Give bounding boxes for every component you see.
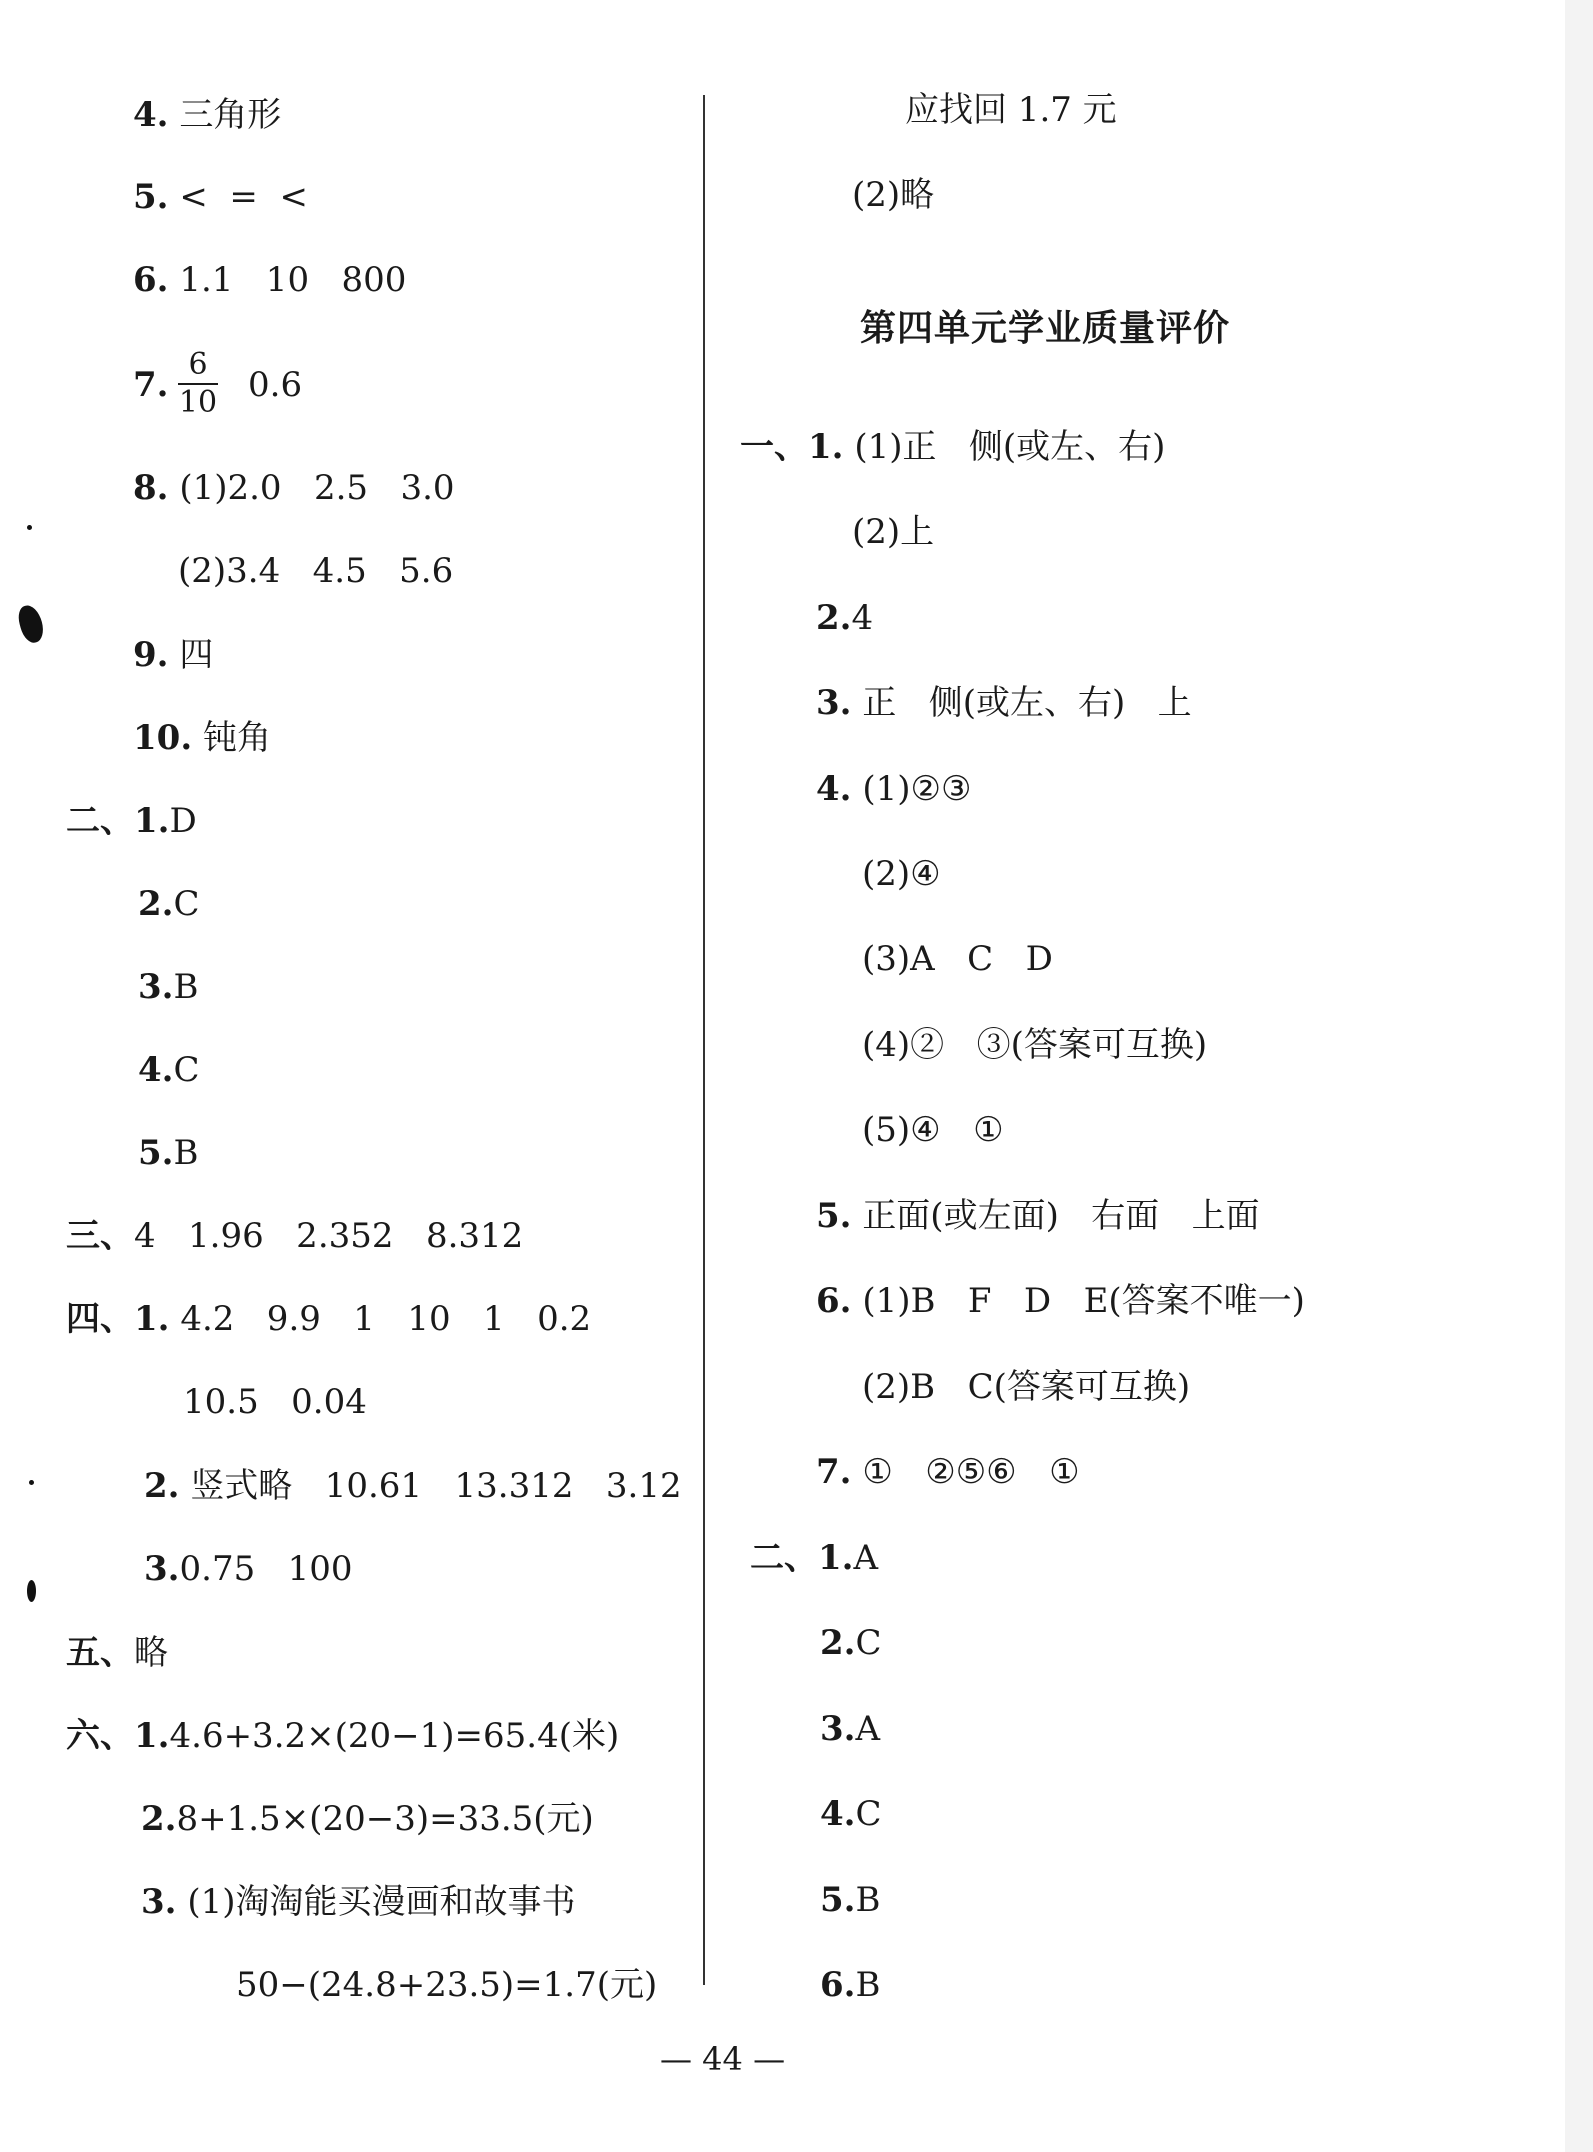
fraction-denominator: 10 bbox=[178, 385, 218, 420]
item-number: 3. bbox=[820, 1709, 856, 1749]
answer-7 bbox=[133, 365, 169, 405]
answer-text: (1)B F D E(答案不唯一) bbox=[862, 1281, 1305, 1321]
section-6-answer-1 bbox=[66, 1716, 619, 1756]
answer-10 bbox=[133, 718, 271, 758]
unit4-answer-4-3: (3)A C D bbox=[862, 939, 1053, 979]
unit4-answer-4-4: (4)② ③(答案可互换) bbox=[862, 1025, 1208, 1065]
answer-4 bbox=[133, 95, 281, 135]
unit4-answer-7 bbox=[816, 1452, 1080, 1492]
answer-text: C bbox=[855, 1794, 882, 1834]
unit4-answer-2 bbox=[816, 598, 873, 638]
item-number: 5. bbox=[138, 1133, 174, 1173]
item-number: 1. bbox=[134, 801, 170, 841]
answer-8-2: (2)3.4 4.5 5.6 bbox=[178, 551, 454, 591]
section-number: 三、 bbox=[66, 1216, 134, 1256]
answer-text: 0.75 100 bbox=[179, 1549, 353, 1589]
answer-text: A bbox=[853, 1538, 879, 1578]
section-2-answer-1 bbox=[66, 801, 197, 841]
item-number: 1. bbox=[808, 427, 844, 467]
unit4-section-1-answer-1-2: (2)上 bbox=[852, 512, 935, 552]
answer-text: (1)2.0 2.5 3.0 bbox=[179, 468, 455, 508]
unit4-answer-6-2: (2)B C(答案可互换) bbox=[862, 1367, 1191, 1407]
item-number: 4. bbox=[138, 1050, 174, 1090]
answer-text: 三角形 bbox=[179, 95, 282, 135]
item-number: 4. bbox=[133, 95, 169, 135]
answer-text: C bbox=[173, 1050, 200, 1090]
answer-text: C bbox=[855, 1623, 882, 1663]
item-number: 2. bbox=[141, 1799, 177, 1839]
section-2-answer-5 bbox=[138, 1133, 199, 1173]
section-4-answer-1-cont: 10.5 0.04 bbox=[183, 1382, 367, 1422]
item-number: 6. bbox=[820, 1965, 856, 2005]
section-2-answer-3 bbox=[138, 967, 199, 1007]
item-number: 5. bbox=[133, 177, 169, 217]
answer-text: 钝角 bbox=[202, 718, 271, 758]
scan-blot bbox=[15, 603, 46, 645]
page-number: — 44 — bbox=[660, 2040, 786, 2078]
section-5-answer bbox=[66, 1633, 168, 1673]
item-number: 5. bbox=[820, 1880, 856, 1920]
section-number: 二、 bbox=[66, 801, 134, 841]
section-2-answer-4 bbox=[138, 1050, 200, 1090]
item-number: 4. bbox=[816, 769, 852, 809]
answer-text: 4.6+3.2×(20−1)=65.4(米) bbox=[169, 1716, 620, 1756]
unit4-answer-4 bbox=[816, 769, 971, 809]
section-heading: 第四单元学业质量评价 bbox=[860, 307, 1231, 349]
unit4-answer-4-5: (5)④ ① bbox=[862, 1110, 1004, 1150]
answer-text: 4 1.96 2.352 8.312 bbox=[134, 1216, 524, 1256]
answer-text: 正 侧(或左、右) 上 bbox=[862, 683, 1192, 723]
scan-blot bbox=[27, 1580, 36, 1602]
top-continuation: 应找回 1.7 元 bbox=[905, 90, 1117, 130]
section-6-answer-3 bbox=[141, 1882, 575, 1922]
answer-text: 正面(或左面) 右面 上面 bbox=[862, 1196, 1260, 1236]
section-6-answer-3-calc: 50−(24.8+23.5)=1.7(元) bbox=[236, 1965, 658, 2005]
item-number: 7. bbox=[133, 365, 169, 405]
answer-text: 四 bbox=[179, 635, 214, 675]
answer-text: < = < bbox=[179, 177, 309, 217]
scan-speck bbox=[27, 525, 32, 530]
item-number: 2. bbox=[816, 598, 852, 638]
item-number: 2. bbox=[144, 1466, 180, 1506]
item-number: 5. bbox=[816, 1196, 852, 1236]
section-number: 五、 bbox=[66, 1633, 134, 1673]
answer-text: A bbox=[855, 1709, 881, 1749]
unit4-section-2-answer-3 bbox=[820, 1709, 880, 1749]
section-number: 二、 bbox=[750, 1538, 818, 1578]
section-4-answer-1 bbox=[66, 1299, 591, 1339]
answer-text: B bbox=[855, 1965, 881, 2005]
item-number: 2. bbox=[138, 884, 174, 924]
section-6-answer-2 bbox=[141, 1799, 594, 1839]
item-number: 10. bbox=[133, 718, 193, 758]
section-3-answer bbox=[66, 1216, 523, 1256]
section-number: 六、 bbox=[66, 1716, 134, 1756]
scan-speck bbox=[29, 1480, 34, 1485]
column-divider bbox=[703, 95, 705, 1985]
answer-text: 8+1.5×(20−3)=33.5(元) bbox=[176, 1799, 594, 1839]
answer-8-1 bbox=[133, 468, 455, 508]
unit4-section-1-answer-1 bbox=[740, 427, 1165, 467]
item-number: 3. bbox=[138, 967, 174, 1007]
answer-text: 略 bbox=[134, 1633, 168, 1673]
answer-7-decimal: 0.6 bbox=[248, 365, 303, 405]
unit4-answer-3 bbox=[816, 683, 1192, 723]
section-number: 四、 bbox=[66, 1299, 134, 1339]
section-4-answer-2 bbox=[144, 1466, 682, 1506]
answer-text: 4.2 9.9 1 10 1 0.2 bbox=[180, 1299, 592, 1339]
answer-text: ① ②⑤⑥ ① bbox=[862, 1452, 1080, 1492]
section-number: 一、 bbox=[740, 427, 808, 467]
item-number: 6. bbox=[133, 260, 169, 300]
answer-text: (1)正 侧(或左、右) bbox=[854, 427, 1166, 467]
unit4-section-2-answer-6 bbox=[820, 1965, 881, 2005]
answer-9 bbox=[133, 635, 213, 675]
item-number: 1. bbox=[134, 1299, 170, 1339]
item-number: 7. bbox=[816, 1452, 852, 1492]
item-number: 3. bbox=[141, 1882, 177, 1922]
answer-text: 4 bbox=[851, 598, 874, 638]
unit4-section-2-answer-4 bbox=[820, 1794, 882, 1834]
unit4-answer-5 bbox=[816, 1196, 1260, 1236]
answer-text: B bbox=[855, 1880, 881, 1920]
unit4-answer-4-2: (2)④ bbox=[862, 854, 941, 894]
unit4-section-2-answer-1 bbox=[750, 1538, 878, 1578]
fraction bbox=[178, 348, 218, 420]
answer-5 bbox=[133, 177, 308, 217]
unit4-section-2-answer-5 bbox=[820, 1880, 881, 1920]
item-number: 4. bbox=[820, 1794, 856, 1834]
answer-text: B bbox=[173, 1133, 199, 1173]
item-number: 8. bbox=[133, 468, 169, 508]
item-number: 9. bbox=[133, 635, 169, 675]
item-number: 1. bbox=[134, 1716, 170, 1756]
item-number: 1. bbox=[818, 1538, 854, 1578]
answer-text: 竖式略 10.61 13.312 3.12 bbox=[190, 1466, 682, 1506]
section-4-answer-3 bbox=[144, 1549, 353, 1589]
section-2-answer-2 bbox=[138, 884, 200, 924]
item-number: 3. bbox=[144, 1549, 180, 1589]
item-number: 2. bbox=[820, 1623, 856, 1663]
answer-text: (1)淘淘能买漫画和故事书 bbox=[187, 1882, 576, 1922]
top-continuation-2: (2)略 bbox=[852, 175, 935, 215]
answer-text: 1.1 10 800 bbox=[179, 260, 407, 300]
unit4-section-2-answer-2 bbox=[820, 1623, 882, 1663]
item-number: 3. bbox=[816, 683, 852, 723]
fraction-numerator: 6 bbox=[188, 347, 208, 382]
answer-text: D bbox=[169, 801, 197, 841]
answer-text: (1)②③ bbox=[862, 769, 972, 809]
item-number: 6. bbox=[816, 1281, 852, 1321]
answer-6 bbox=[133, 260, 406, 300]
answer-text: B bbox=[173, 967, 199, 1007]
answer-text: C bbox=[173, 884, 200, 924]
unit4-answer-6 bbox=[816, 1281, 1305, 1321]
